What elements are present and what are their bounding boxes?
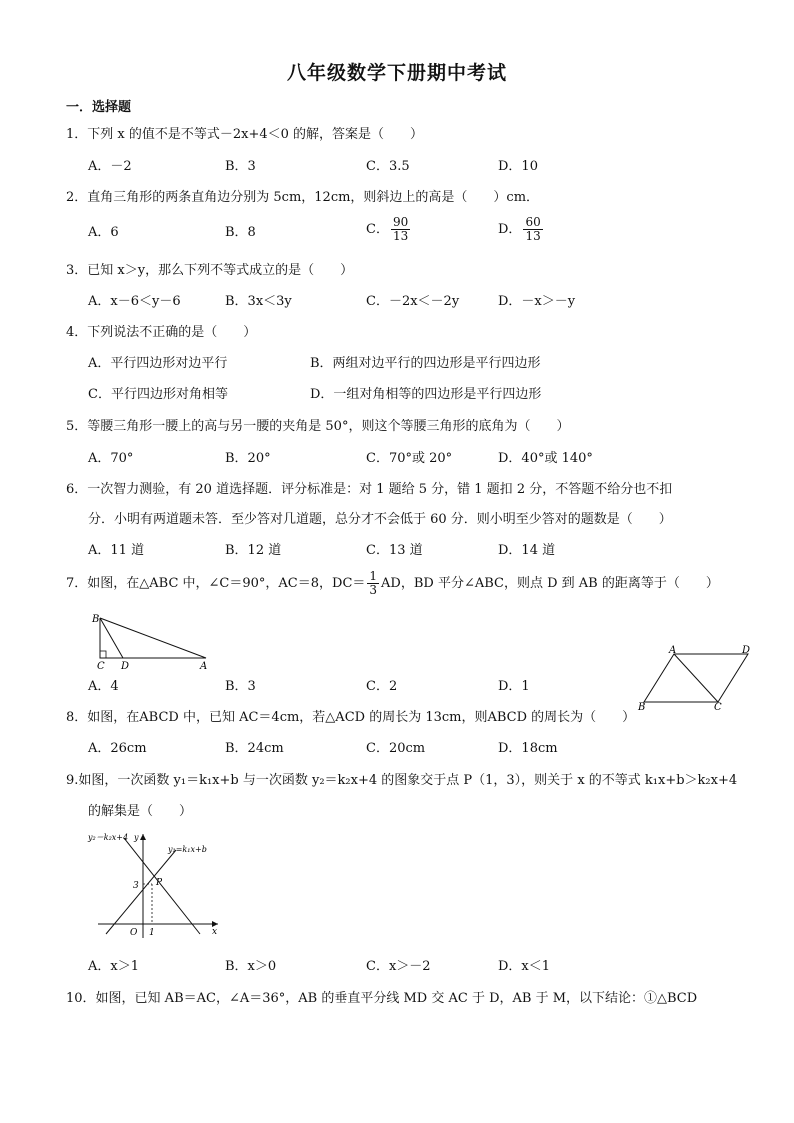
label-a: A (669, 645, 677, 656)
question-9-stem-line-2: 的解集是（ ） (88, 804, 193, 819)
numerator: 60 (525, 215, 541, 229)
label-y2-equation: y₂＝k₂x+4 (88, 833, 129, 842)
question-7-option-a: A．4 (88, 679, 119, 694)
label-d: D (121, 661, 130, 672)
question-7-stem-part-b: AD，BD 平分∠ABC，则点 D 到 AB 的距离等于（ ） (381, 576, 719, 591)
question-1-option-a: A．－2 (88, 159, 132, 174)
question-6-stem-line-2: 分．小明有两道题未答．至少答对几道题，总分才不会低于 60 分．则小明至少答对的题数是（ ） (88, 512, 672, 527)
question-7-stem-part-a: 7．如图，在△ABC 中，∠C＝90°，AC＝8，DC＝ (66, 576, 366, 591)
label-a: A (200, 661, 208, 672)
question-9-stem-line-1: 9.如图，一次函数 y₁＝k₁x+b 与一次函数 y₂＝k₂x+4 的图象交于点 P（1，3），则关于 x 的不等式 k₁x+b＞k₂x+4 (66, 773, 738, 788)
question-8-option-a: A．26cm (88, 741, 147, 756)
label-x-axis: x (212, 927, 218, 937)
question-5-option-d: D．40°或 140° (498, 451, 593, 466)
question-6-option-a: A．11 道 (88, 543, 145, 558)
denominator: 3 (369, 583, 378, 597)
question-2-option-c (366, 216, 412, 243)
option-d-label: D． (498, 222, 522, 237)
question-8-stem: 8．如图，在ABCD 中，已知 AC＝4cm，若△ACD 的周长为 13cm，则ABCD 的周长为（ ） (66, 710, 636, 725)
denominator: 13 (392, 229, 409, 243)
fraction (523, 216, 542, 243)
question-9-option-a: A．x＞1 (88, 959, 139, 974)
label-one: 1 (149, 928, 155, 938)
question-2-stem: 2．直角三角形的两条直角边分别为 5cm，12cm，则斜边上的高是（ ）cm． (66, 190, 540, 205)
page-title: 八年级数学下册期中考试 (286, 62, 507, 84)
question-6-option-c: C．13 道 (366, 543, 423, 558)
question-1-option-b: B．3 (225, 159, 256, 174)
label-three: 3 (133, 881, 139, 891)
question-8-figure-parallelogram (636, 644, 756, 713)
question-3-option-b: B．3x＜3y (225, 294, 292, 309)
question-6-option-d: D．14 道 (498, 543, 556, 558)
question-3-option-d: D．－x＞－y (498, 294, 576, 309)
question-7-option-b: B．3 (225, 679, 256, 694)
option-c-label: C． (366, 222, 389, 237)
question-7-figure-triangle (88, 612, 218, 670)
question-5-option-c: C．70°或 20° (366, 451, 453, 466)
question-3-option-c: C．－2x＜－2y (366, 294, 460, 309)
question-9-figure-function-graph (88, 830, 228, 942)
label-b: B (638, 702, 646, 713)
numerator: 1 (369, 569, 378, 583)
question-5-stem: 5．等腰三角形一腰上的高与另一腰的夹角是 50°，则这个等腰三角形的底角为（ ） (66, 419, 570, 434)
question-7-stem (66, 570, 719, 597)
question-1-option-d: D．10 (498, 159, 538, 174)
question-8-option-b: B．24cm (225, 741, 284, 756)
question-10-stem: 10．如图，已知 AB＝AC，∠A＝36°，AB 的垂直平分线 MD 交 AC 于 D，AB 于 M，以下结论：①△BCD (66, 991, 698, 1006)
question-4-option-d: D．一组对角相等的四边形是平行四边形 (310, 387, 542, 402)
numerator: 90 (392, 215, 409, 229)
label-c: C (714, 702, 722, 713)
question-2-option-a: A．6 (88, 225, 119, 240)
question-5-option-b: B．20° (225, 451, 271, 466)
question-9-option-b: B．x＞0 (225, 959, 277, 974)
question-7-option-c: C．2 (366, 679, 398, 694)
question-4-option-b: B．两组对边平行的四边形是平行四边形 (310, 356, 541, 371)
fraction-one-third (367, 570, 379, 597)
question-4-option-a: A．平行四边形对边平行 (88, 356, 228, 371)
label-c: C (97, 661, 105, 672)
label-origin: O (130, 928, 138, 938)
section-heading: 一．选择题 (66, 100, 132, 115)
question-6-stem-line-1: 6．一次智力测验，有 20 道选择题．评分标准是：对 1 题给 5 分，错 1 题扣 2 分，不答题不给分也不扣 (66, 482, 673, 497)
question-4-stem: 4．下列说法不正确的是（ ） (66, 325, 257, 340)
question-8-option-d: D．18cm (498, 741, 558, 756)
denominator: 13 (525, 229, 541, 243)
question-2-option-d (498, 216, 545, 243)
question-3-option-a: A．x－6＜y－6 (88, 294, 181, 309)
question-8-option-c: C．20cm (366, 741, 426, 756)
question-9-option-d: D．x＜1 (498, 959, 551, 974)
fraction (391, 216, 410, 243)
question-2-option-b: B．8 (225, 225, 256, 240)
question-4-option-c: C．平行四边形对角相等 (88, 387, 228, 402)
question-5-option-a: A．70° (88, 451, 134, 466)
question-1-option-c: C．3.5 (366, 159, 410, 174)
question-7-option-d: D．1 (498, 679, 530, 694)
label-y1-equation: y₁=k₁x+b (168, 845, 207, 854)
question-3-stem: 3．已知 x＞y，那么下列不等式成立的是（ ） (66, 263, 354, 278)
label-y-axis: y (134, 833, 139, 842)
question-1-stem: 1．下列 x 的值不是不等式－2x+4＜0 的解，答案是（ ） (66, 127, 424, 142)
question-9-option-c: C．x＞－2 (366, 959, 431, 974)
label-d: D (742, 645, 751, 656)
label-b: B (92, 614, 100, 625)
question-6-option-b: B．12 道 (225, 543, 282, 558)
label-p: P (156, 878, 163, 888)
